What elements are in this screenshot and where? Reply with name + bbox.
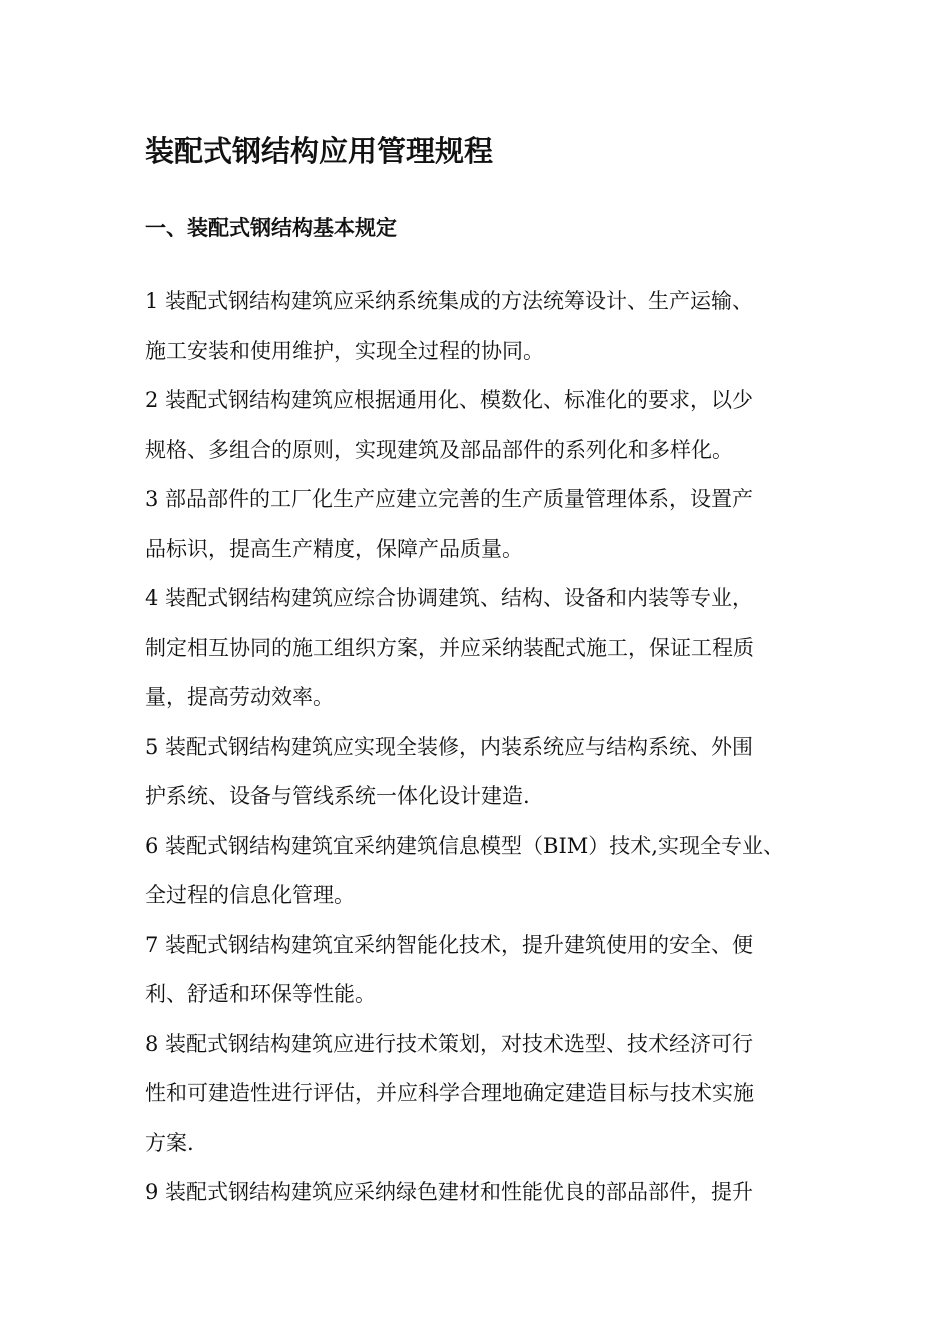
document-body bbox=[145, 277, 815, 1218]
paragraph-line: 全过程的信息化管理。 bbox=[145, 883, 355, 907]
paragraph-line: 施工安装和使用维护，实现全过程的协同。 bbox=[145, 338, 544, 363]
paragraph-line: 6 装配式钢结构建筑宜采纳建筑信息模型（BIM）技术,实现全专业、 bbox=[145, 833, 784, 858]
paragraph-9 bbox=[145, 1168, 815, 1218]
document-title: 装配式钢结构应用管理规程 bbox=[145, 134, 494, 168]
paragraph-line: 8 装配式钢结构建筑应进行技术策划，对技术选型、技术经济可行 bbox=[145, 1031, 754, 1056]
paragraph-line: 4 装配式钢结构建筑应综合协调建筑、结构、设备和内装等专业， bbox=[145, 586, 754, 610]
paragraph-line: 性和可建造性进行评估，并应科学合理地确定建造目标与技术实施 bbox=[145, 1081, 754, 1105]
paragraph-7 bbox=[145, 921, 815, 1020]
paragraph-line: 7 装配式钢结构建筑宜采纳智能化技术，提升建筑使用的安全、便 bbox=[145, 932, 754, 957]
paragraph-line: 规格、多组合的原则，实现建筑及部品部件的系列化和多样化。 bbox=[145, 437, 733, 462]
paragraph-6 bbox=[145, 822, 815, 921]
paragraph-line: 5 装配式钢结构建筑应实现全装修，内装系统应与结构系统、外围 bbox=[145, 734, 754, 759]
paragraph-3 bbox=[145, 475, 815, 574]
paragraph-5 bbox=[145, 723, 815, 822]
paragraph-8 bbox=[145, 1020, 815, 1169]
paragraph-line: 9 装配式钢结构建筑应采纳绿色建材和性能优良的部品部件，提升 bbox=[145, 1180, 754, 1204]
paragraph-line: 1 装配式钢结构建筑应采纳系统集成的方法统筹设计、生产运输、 bbox=[145, 289, 754, 313]
paragraph-2 bbox=[145, 376, 815, 475]
paragraph-1 bbox=[145, 277, 815, 376]
paragraph-line: 利、舒适和环保等性能。 bbox=[145, 982, 376, 1006]
paragraph-line: 品标识，提高生产精度，保障产品质量。 bbox=[145, 536, 523, 561]
paragraph-line: 制定相互协同的施工组织方案，并应采纳装配式施工，保证工程质 bbox=[145, 635, 754, 660]
paragraph-4 bbox=[145, 574, 815, 723]
paragraph-line: 3 部品部件的工厂化生产应建立完善的生产质量管理体系，设置产 bbox=[145, 487, 754, 511]
paragraph-line: 护系统、设备与管线系统一体化设计建造. bbox=[145, 784, 530, 808]
section-heading: 一、装配式钢结构基本规定 bbox=[145, 215, 397, 240]
paragraph-line: 方案. bbox=[145, 1130, 194, 1155]
paragraph-line: 2 装配式钢结构建筑应根据通用化、模数化、标准化的要求，以少 bbox=[145, 388, 754, 412]
paragraph-line: 量，提高劳动效率。 bbox=[145, 685, 334, 709]
